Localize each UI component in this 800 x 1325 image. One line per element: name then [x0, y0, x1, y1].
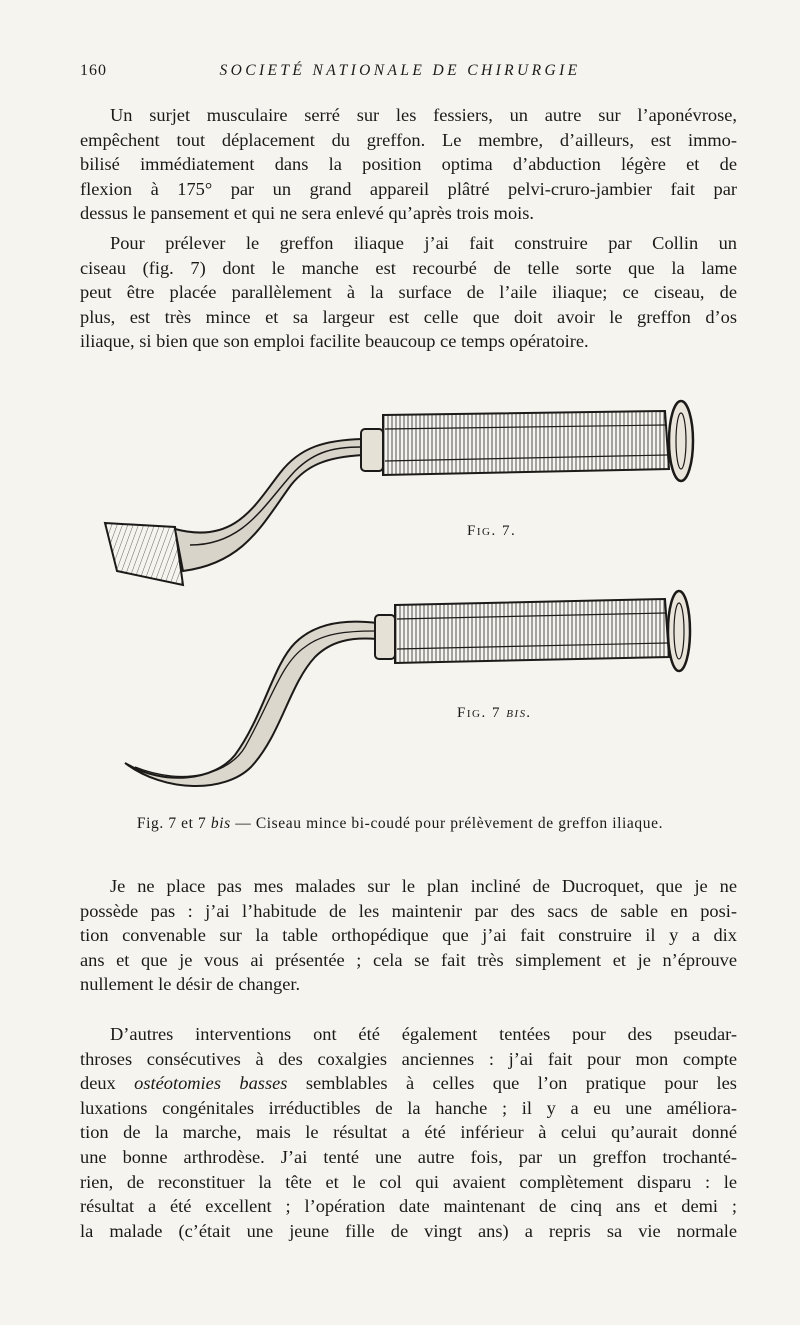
chisel-fig-7: [105, 401, 693, 585]
text-line: Je ne place pas mes malades sur le plan incliné de Ducroquet, que je ne: [110, 876, 737, 896]
text-line: iliaque, si bien que son emploi facilite beaucoup ce temps opératoire.: [80, 331, 589, 352]
text-line: Un surjet musculaire serré sur les fessiers, un autre sur l’aponévrose,: [110, 105, 737, 125]
text-fragment: deux: [80, 1073, 135, 1094]
text-line: Pour prélever le greffon iliaque j’ai fait construire par Collin un: [110, 233, 737, 253]
figure-chisels: [95, 395, 715, 795]
figure-label-7: Fig. 7.: [467, 523, 517, 539]
figure-label-italic: bis.: [506, 705, 532, 721]
chisel-fig-7-bis: [125, 591, 690, 786]
text-line: tion de la marche, mais le résultat a été inférieur à celui qu’aurait donné: [80, 1122, 737, 1143]
text-line: la malade (c’était une jeune fille de vingt ans) a repris sa vie normale: [80, 1220, 737, 1241]
text-line: tion convenable sur la table orthopédique que j’ai fait construire il y a dix: [80, 925, 737, 946]
text-line: une bonne arthrodèse. J’ai tenté une autre fois, par un greffon trochanté-: [80, 1146, 737, 1167]
text-line: ciseau (fig. 7) dont le manche est recourbé de telle sorte que la lame: [80, 257, 737, 278]
text-fragment: semblables à celles que l’on pratique pour les: [287, 1073, 737, 1094]
text-line: plus, est très mince et sa largeur est celle que doit avoir le greffon d’os: [80, 306, 737, 327]
chisel-illustration: [95, 395, 715, 795]
text-line: résultat a été excellent ; l’opération date maintenant de cinq ans et demi ;: [80, 1196, 737, 1217]
text-line: flexion à 175° par un grand appareil plâtré pelvi-cruro-jambier fait par: [80, 178, 737, 199]
page-number: 160: [80, 62, 107, 79]
figure-label-7-bis: [457, 705, 532, 722]
text-line: bilisé immédiatement dans la position optima d’abduction légère et de: [80, 154, 737, 175]
text-line: D’autres interventions ont été également tentées pour des pseudar-: [110, 1024, 737, 1044]
paragraph-3: [80, 874, 737, 997]
text-line: rien, de reconstituer la tête et le col qui avaient complètement disparu : le: [80, 1171, 737, 1192]
text-line: luxations congénitales irréductibles de la hanche ; il y a eu une améliora-: [80, 1097, 737, 1118]
running-title: SOCIETÉ NATIONALE DE CHIRURGIE: [219, 62, 581, 79]
caption-text: — Ciseau mince bi-coudé pour prélèvement de greffon iliaque.: [230, 815, 664, 832]
text-italic: ostéotomies basses: [134, 1073, 288, 1094]
text-line: empêchent tout déplacement du greffon. Le membre, d’ailleurs, est immo-: [80, 129, 737, 150]
figure-label-text: Fig. 7: [457, 705, 507, 721]
caption-italic: bis: [210, 815, 231, 832]
paragraph-4: [80, 1022, 737, 1243]
paragraph-2: [80, 231, 737, 354]
text-line: dessus le pansement et qui ne sera enlevé qu’après trois mois.: [80, 203, 535, 224]
paragraph-1: [80, 103, 737, 226]
caption-prefix: Fig. 7 et 7: [136, 815, 211, 832]
text-line: possède pas : j’ai l’habitude de les maintenir par des sacs de sable en posi-: [80, 900, 737, 921]
text-line: ans et que je vous ai présentée ; cela se fait très simplement et je n’éprouve: [80, 949, 737, 970]
text-line: nullement le désir de changer.: [80, 974, 301, 995]
text-line: [80, 1071, 737, 1096]
text-line: peut être placée parallèlement à la surface de l’aile iliaque; ce ciseau, de: [80, 282, 737, 303]
text-line: throses consécutives à des coxalgies anciennes : j’ai fait pour mon compte: [80, 1048, 737, 1069]
figure-caption: [0, 815, 800, 833]
